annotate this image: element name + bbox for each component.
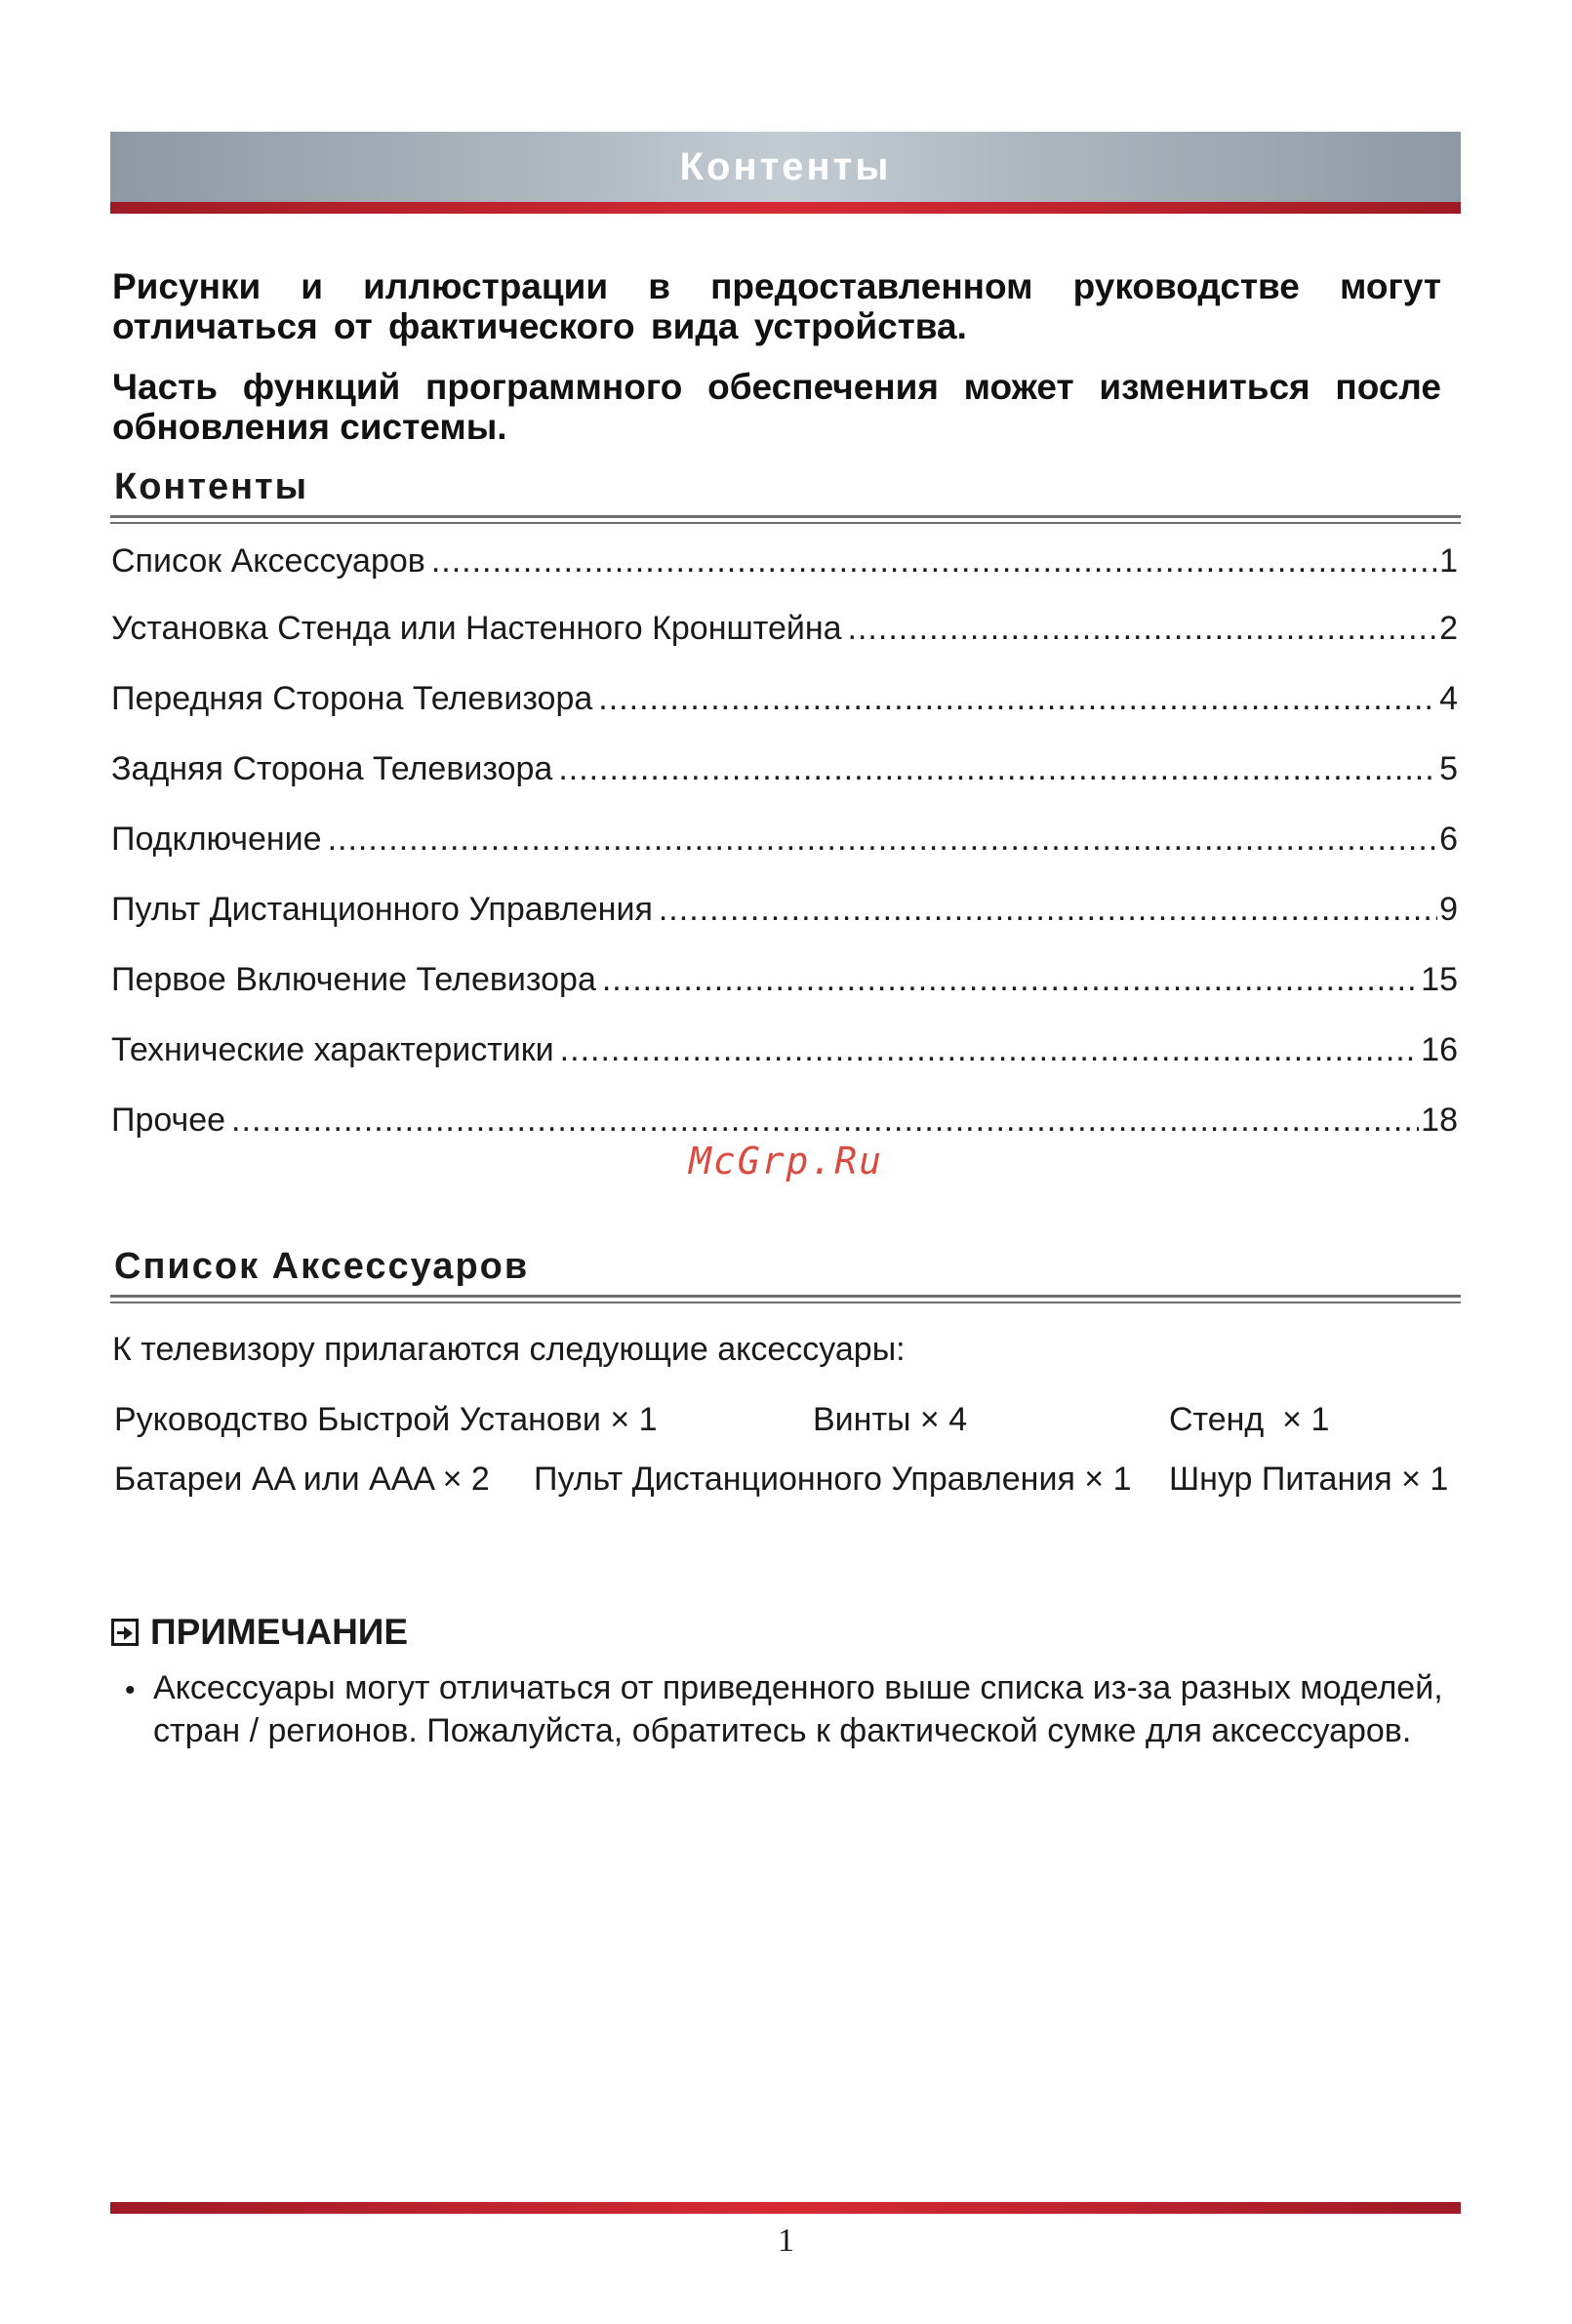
note-text: Аксессуары могут отличаться от приведенного выше списка из-за разных моделей, стран / регионов. Пожалуйста, обратитесь к фактической сумке для аксессуаров. [153,1669,1443,1749]
toc-entry-title: Задняя Сторона Телевизора [111,750,553,787]
accessories-heading: Список Аксессуаров [114,1246,530,1287]
toc-leader-dots [560,1028,1420,1071]
toc-leader-dots [231,1099,1419,1142]
toc-leader-dots [431,540,1437,582]
header-banner [110,132,1461,202]
toc-entry-title: Передняя Сторона Телевизора [111,680,593,717]
toc-heading: Контенты [114,466,309,507]
toc-entry[interactable] [111,1099,1458,1142]
toc-entry-title: Подключение [111,821,322,858]
note-heading-label: ПРИМЕЧАНИЕ [150,1612,409,1652]
toc-heading-rule [110,515,1461,524]
footer-red-stripe [110,2202,1461,2214]
toc-entry-page: 1 [1439,542,1458,580]
intro-paragraph-1: Рисунки и иллюстрации в предоставленном руководстве могут отличаться от фактического вида устройства. [112,266,1441,346]
toc-entry-page: 6 [1439,821,1458,858]
accessory-item: Руководство Быстрой Установи × 1 [114,1401,658,1438]
accessory-item: Батареи AA или AAA × 2 [114,1461,490,1498]
toc-entry[interactable] [111,888,1458,931]
toc-entry-title: Установка Стенда или Настенного Кронштейна [111,610,842,647]
toc-entry-page: 2 [1439,610,1458,647]
toc-entry-page: 15 [1421,961,1458,998]
toc-entry-title: Список Аксессуаров [111,542,425,580]
toc-entry[interactable] [111,607,1458,650]
watermark-text: McGrp.Ru [688,1140,884,1182]
toc-entry-page: 16 [1421,1031,1458,1068]
accessory-item: Стенд × 1 [1169,1401,1330,1438]
intro-paragraph-2: Часть функций программного обеспечения может измениться после обновления системы. [112,367,1441,447]
accessory-item: Шнур Питания × 1 [1169,1461,1449,1498]
accessory-item: Винты × 4 [813,1401,968,1438]
accessories-heading-rule [110,1295,1461,1303]
toc-entry[interactable] [111,818,1458,861]
toc-entry-title: Прочее [111,1102,226,1139]
note-heading [111,1612,408,1653]
toc-entry[interactable] [111,958,1458,1001]
header-red-stripe [110,202,1461,214]
toc-leader-dots [848,607,1438,650]
page-number: 1 [778,2223,794,2259]
toc-entry-page: 5 [1439,750,1458,787]
arrow-into-box-icon [111,1619,139,1646]
toc-leader-dots [602,958,1419,1001]
bullet-icon: • [125,1674,136,1706]
toc-entry[interactable] [111,540,1458,582]
toc-entry-title: Первое Включение Телевизора [111,961,596,998]
toc-entry[interactable] [111,677,1458,720]
toc-leader-dots [659,888,1437,931]
toc-entry-page: 4 [1439,680,1458,717]
accessories-intro: К телевизору прилагаются следующие аксессуары: [112,1331,906,1368]
toc-leader-dots [328,818,1437,861]
accessory-item: Пульт Дистанционного Управления × 1 [534,1461,1132,1498]
toc-entry-page: 18 [1421,1102,1458,1139]
toc-entry[interactable] [111,1028,1458,1071]
toc-entry[interactable] [111,747,1458,790]
page-title: Контенты [679,145,892,188]
toc-entry-title: Пульт Дистанционного Управления [111,891,653,928]
toc-leader-dots [598,677,1437,720]
toc-entry-page: 9 [1439,891,1458,928]
toc-entry-title: Технические характеристики [111,1031,554,1068]
toc-leader-dots [558,747,1437,790]
